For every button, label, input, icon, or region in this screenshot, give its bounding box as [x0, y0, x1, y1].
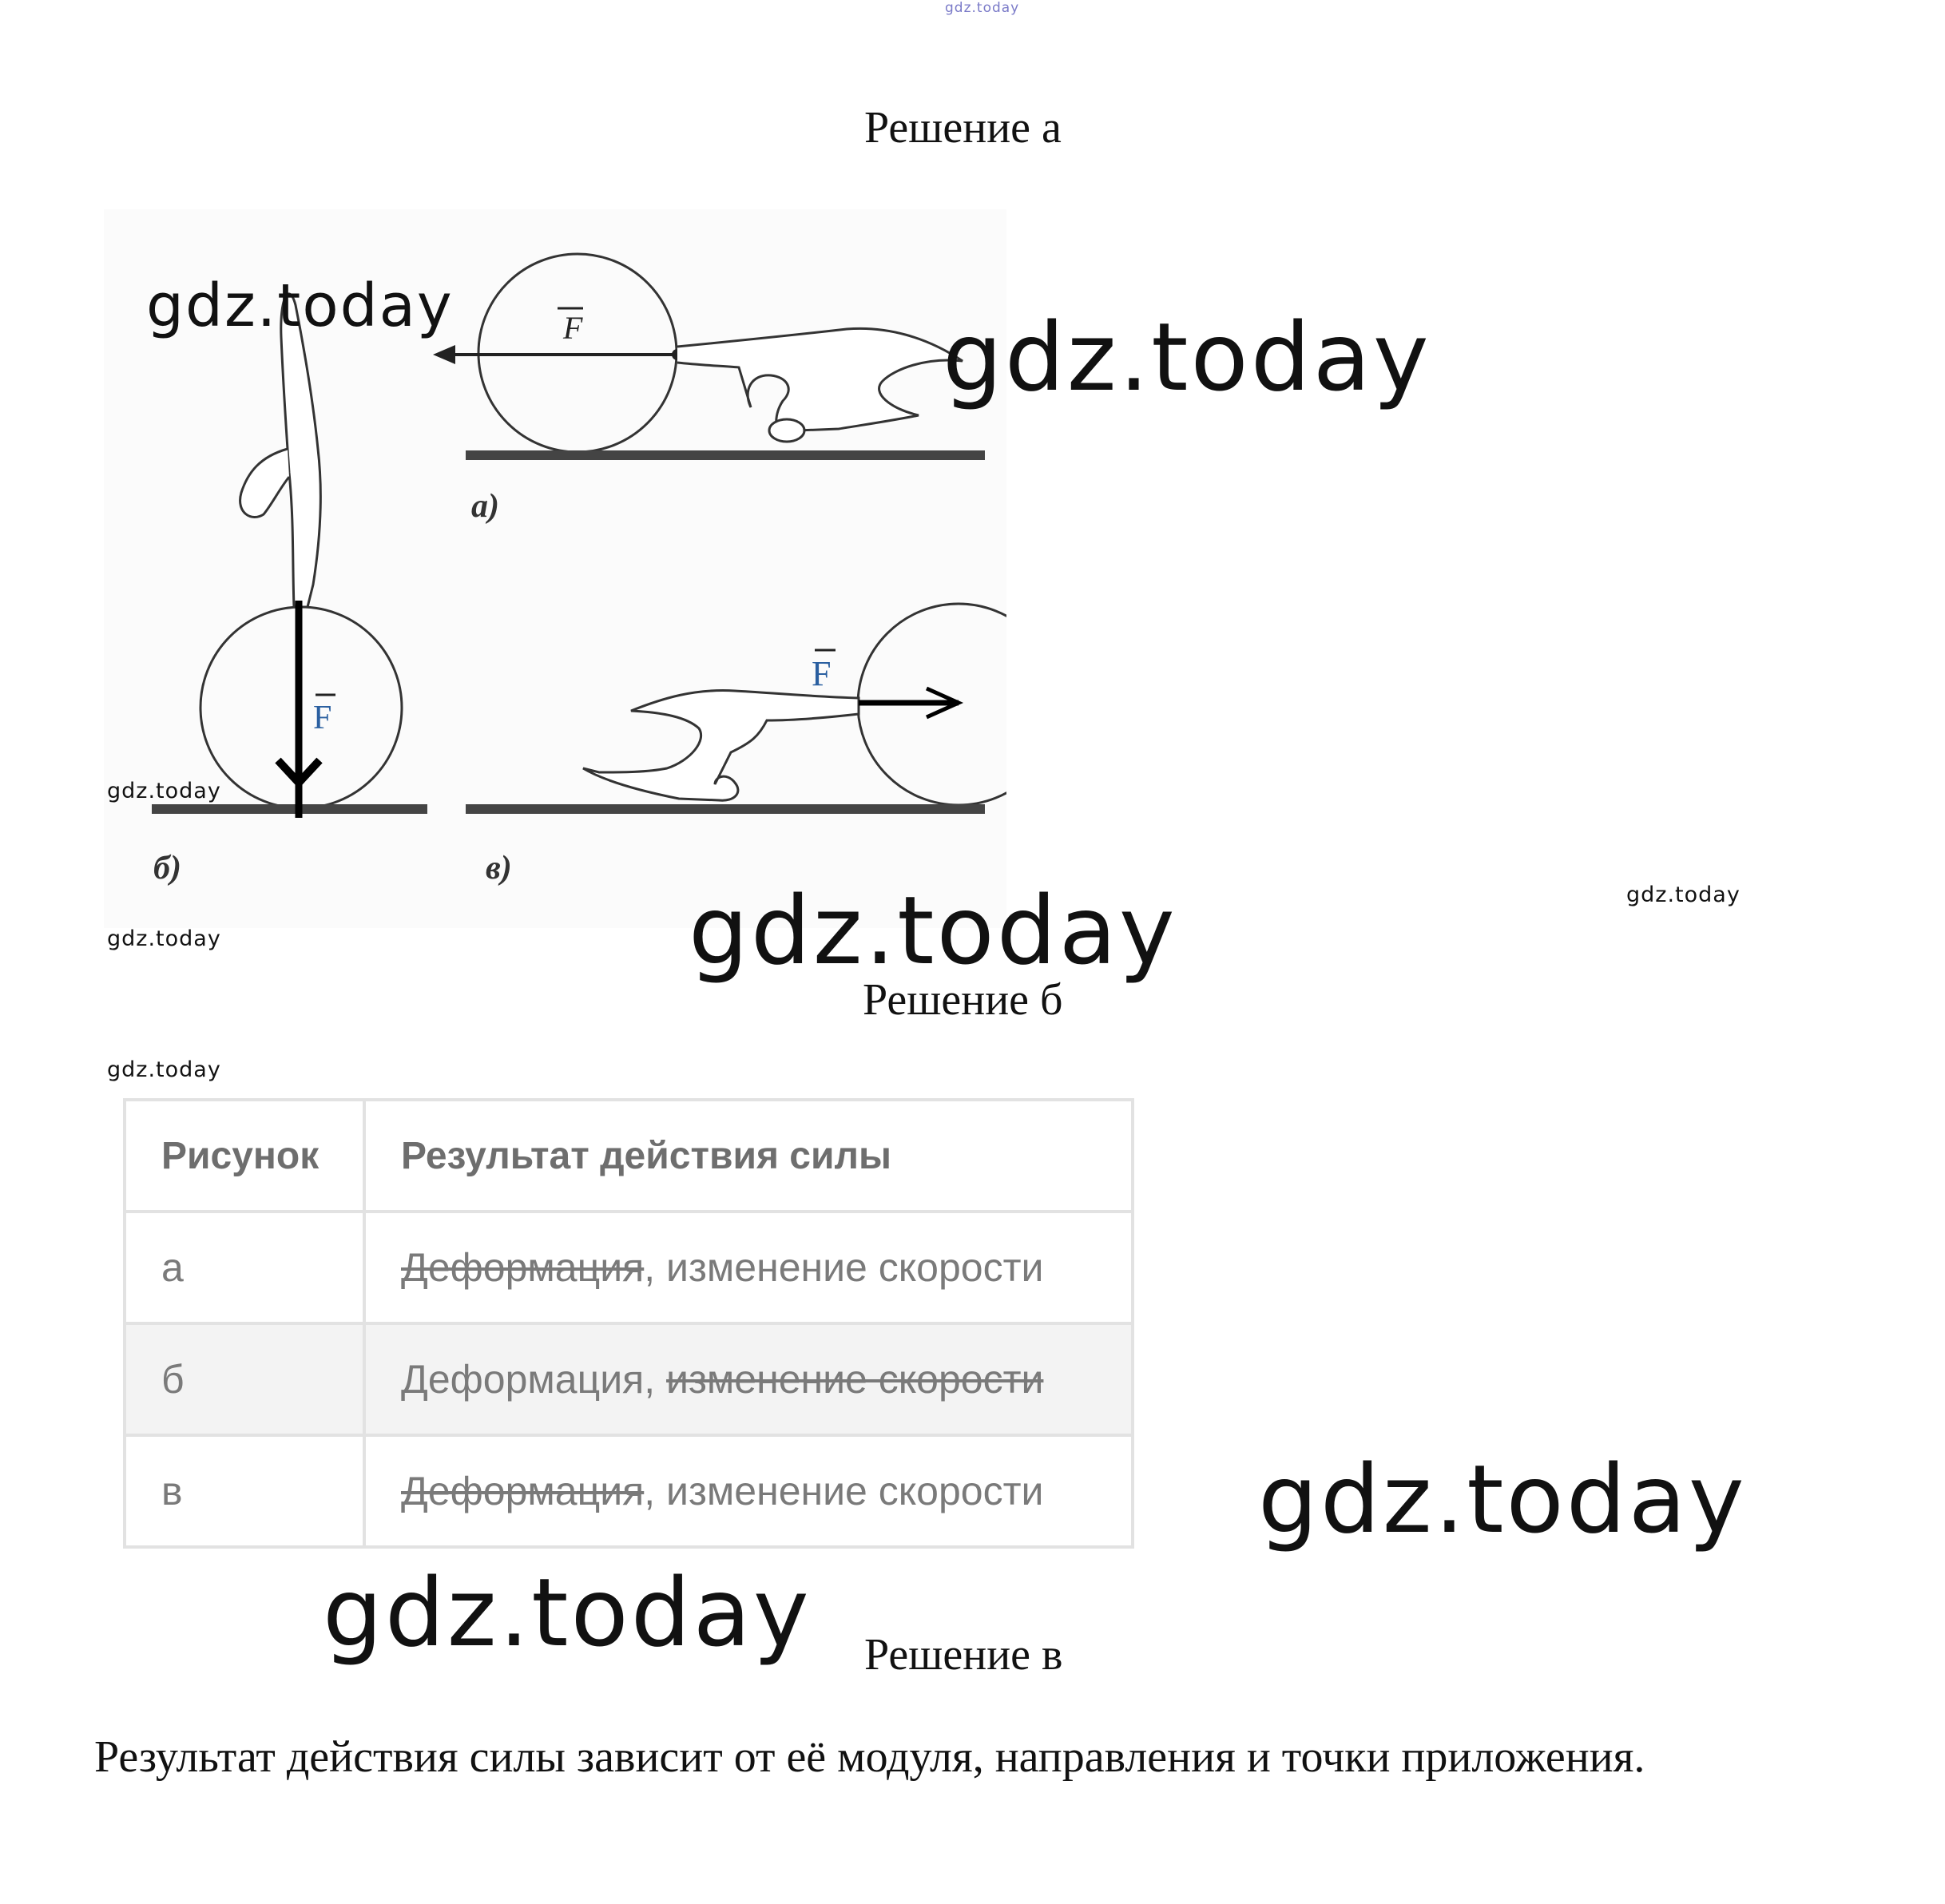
watermark-5: gdz.today [689, 875, 1177, 986]
watermark-7: gdz.today [107, 1057, 221, 1082]
row-result-a: Деформация, изменение скорости [364, 1212, 1133, 1323]
thumb-a [769, 419, 804, 442]
table-row [125, 1323, 1133, 1435]
struck-deformation: Деформация [401, 1245, 645, 1290]
kept-speed-change: изменение скорости [666, 1245, 1044, 1290]
row-result-b: Деформация, изменение скорости [364, 1323, 1133, 1435]
header-result: Результат действия силы [364, 1100, 1133, 1212]
conclusion-text: Результат действия силы зависит от её модуля, направления и точки приложения. [94, 1732, 1645, 1782]
results-table [123, 1098, 1134, 1549]
watermark-3: gdz.today [107, 779, 221, 803]
header-figure: Рисунок [125, 1100, 364, 1212]
force-label-a: F [563, 310, 583, 346]
ground-c [466, 804, 985, 814]
table-row [125, 1435, 1133, 1547]
struck-speed-change: изменение скорости [666, 1357, 1044, 1402]
row-figure-b: б [125, 1323, 364, 1435]
watermark-1: gdz.today [146, 272, 454, 340]
struck-deformation: Деформация [401, 1469, 645, 1513]
watermark-9: gdz.today [323, 1557, 812, 1668]
ground-b [152, 804, 427, 814]
watermark-top: gdz.today [945, 0, 1020, 16]
watermark-2: gdz.today [943, 302, 1431, 412]
row-figure-a: а [125, 1212, 364, 1323]
force-label-b: F [313, 700, 332, 736]
heading-solution-b: Решение б [863, 975, 1063, 1025]
label-c: в) [486, 850, 512, 887]
label-b: б) [153, 850, 181, 887]
kept-speed-change: изменение скорости [666, 1469, 1044, 1513]
label-a: а) [471, 488, 499, 525]
force-label-c: F [812, 654, 832, 693]
table-header-row [125, 1100, 1133, 1212]
heading-solution-a: Решение а [864, 103, 1062, 153]
row-figure-c: в [125, 1435, 364, 1547]
watermark-6: gdz.today [1626, 883, 1741, 907]
kept-deformation: Деформация [401, 1357, 645, 1402]
watermark-8: gdz.today [1258, 1444, 1747, 1554]
table-row [125, 1212, 1133, 1323]
row-result-c: Деформация, изменение скорости [364, 1435, 1133, 1547]
ground-a [466, 450, 985, 460]
heading-solution-c: Решение в [864, 1630, 1063, 1680]
watermark-4: gdz.today [107, 926, 221, 951]
